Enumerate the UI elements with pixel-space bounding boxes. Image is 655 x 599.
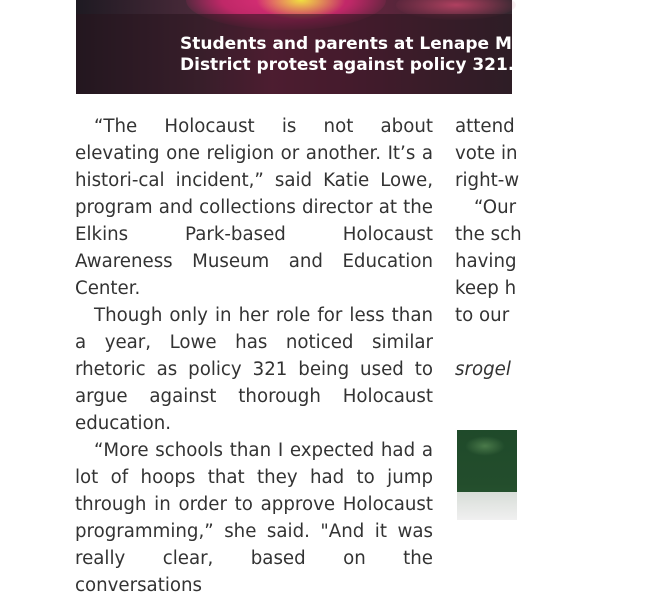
col2-line: having [455,251,517,272]
article-column-2 [455,113,655,383]
paragraph-3: “More schools than I expected had a lot of hoops that they had to jump through in order to approve Holocaust programming,” she said. "And it was really clear, based on the conversations [75,440,433,596]
col2-line: “Our [474,197,517,218]
photo-caption [180,34,629,76]
image-light-area [457,492,517,520]
author-email: srogel [455,359,511,380]
col2-line: attend [455,116,515,137]
image-foliage [465,436,505,456]
article-column-1 [75,113,433,599]
col2-line: right-w [455,170,520,191]
col2-line: to our [455,305,510,326]
related-article-image[interactable] [457,430,517,520]
col2-line: keep h [455,278,517,299]
col2-spacer [455,329,655,356]
col2-line: vote in [455,143,518,164]
article-photo [76,0,629,94]
col2-line: the sch [455,224,522,245]
caption-line-1: Students and parents at Lenape Middle School [180,34,629,54]
paragraph-2: Though only in her role for less than a year, Lowe has noticed similar rhetoric as policy 321 being used to argue against thorough Holocaust education. [75,305,433,434]
paragraph-1: “The Holocaust is not about elevating one religion or another. It’s a histori-cal incident,” said Katie Lowe, program and collections director at the Elkins Park-based Holocaust Awareness Museum and Education Center. [75,116,433,299]
caption-line-2: District protest against policy 321. [180,55,515,75]
